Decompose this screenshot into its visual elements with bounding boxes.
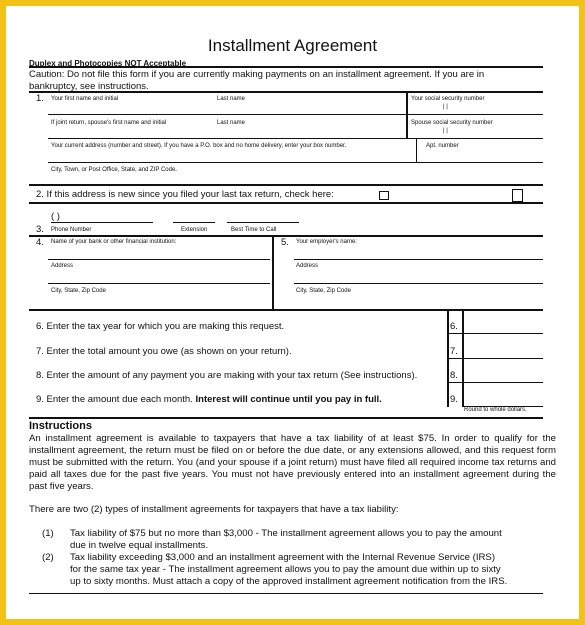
first-name-label: Your first name and initial xyxy=(51,96,119,102)
form-title: Installment Agreement xyxy=(207,36,378,55)
item-9-text: 9. Enter the amount due each month. Interest will continue until you pay in full. xyxy=(36,394,382,405)
joint-return-label: If joint return, spouse's first name and initial xyxy=(51,120,167,126)
best-time-label: Best Time to Call xyxy=(231,227,277,233)
caution-line2: bankruptcy, see instructions. xyxy=(29,81,149,92)
line-8-box-label: 8. xyxy=(450,370,458,381)
item-4-number: 4. xyxy=(36,237,44,248)
item-3-number: 3. xyxy=(36,224,44,235)
ssn-dashes: | | xyxy=(443,104,448,110)
joint-last-name-label: Last name xyxy=(217,120,246,126)
instructions-paragraph: An installment agreement is available to taxpayers that have a tax liability of at least $75. In order to qualify for the installment agreement, the return must be filed on or before the due date, or any extensions allowed, and this request form must be submitted with the return. You (and your spouse if a joint return) must have filed all required income tax returns and paid all taxes due for the past five years. You must not have previously entered into an installment agreement during the past five years. xyxy=(29,433,556,492)
item-2-text: 2. If this address is new since you filed your last tax return, check here: xyxy=(36,189,334,200)
item-7-text: 7. Enter the total amount you owe (as shown on your return). xyxy=(36,346,292,357)
type-2-number: (2) xyxy=(42,552,54,563)
item-5-number: 5. xyxy=(281,237,289,248)
line-6-box-label: 6. xyxy=(450,321,458,332)
city-state-zip-label: City, Town, or Post Office, State, and ZIP Code. xyxy=(51,167,177,173)
form-page xyxy=(6,6,579,619)
bank-name-label: Name of your bank or other financial institution: xyxy=(51,239,177,245)
item-8-text: 8. Enter the amount of any payment you are making with your tax return (See instructions). xyxy=(36,370,418,381)
apt-number-label: Apt. number xyxy=(426,143,459,149)
ssn-label: Your social security number xyxy=(411,96,485,102)
extension-label: Extension xyxy=(181,227,208,233)
address-new-checkbox[interactable] xyxy=(379,191,389,200)
employer-address-label: Address xyxy=(296,263,319,269)
duplex-notice: Duplex and Photocopies NOT Acceptable xyxy=(29,59,187,68)
employer-city-label: City, State, Zip Code xyxy=(296,288,351,294)
phone-area-code: ( ) xyxy=(51,211,60,222)
last-name-label: Last name xyxy=(217,96,246,102)
type-1-number: (1) xyxy=(42,528,54,539)
spouse-ssn-label: Spouse social security number xyxy=(411,120,493,126)
type-2-line3: up to sixty months. Must attach a copy of the approved installment agreement notification from the IRS. xyxy=(70,576,508,587)
address-label: Your current address (number and street). If you have a P.O. box and no home delivery, enter your box number. xyxy=(51,143,347,149)
line-7-box-label: 7. xyxy=(450,346,458,357)
address-new-box-right[interactable] xyxy=(512,189,523,202)
interest-warning: Interest will continue until you pay in full. xyxy=(195,394,382,405)
bank-address-label: Address xyxy=(51,263,74,269)
item-1-number: 1. xyxy=(36,93,44,104)
caution-line1: Caution: Do not file this form if you are currently making payments on an installment agreement. If you are in xyxy=(29,69,485,80)
employer-name-label: Your employer's name: xyxy=(296,239,357,245)
type-2-line2: for the same tax year - The installment agreement allows you to pay the amount due within up to sixty xyxy=(70,564,501,575)
item-6-text: 6. Enter the tax year for which you are making this request. xyxy=(36,321,285,332)
instructions-heading: Instructions xyxy=(29,420,92,432)
bank-city-label: City, State, Zip Code xyxy=(51,288,106,294)
types-intro: There are two (2) types of installment agreements for taxpayers that have a tax liability: xyxy=(29,504,399,515)
line-9-box-label: 9. xyxy=(450,394,458,405)
type-2-line1: Tax liability exceeding $3,000 and an installment agreement with the Internal Revenue Service (IRS) xyxy=(70,552,496,563)
type-1-line2: due in twelve equal installments. xyxy=(70,540,209,551)
type-1-line1: Tax liability of $75 but no more than $3,000 - The installment agreement allows you to pay the amount xyxy=(70,528,502,539)
round-note: Round to whole dollars. xyxy=(464,407,527,413)
phone-label: Phone Number xyxy=(51,227,92,233)
spouse-ssn-dashes: | | xyxy=(443,128,448,134)
